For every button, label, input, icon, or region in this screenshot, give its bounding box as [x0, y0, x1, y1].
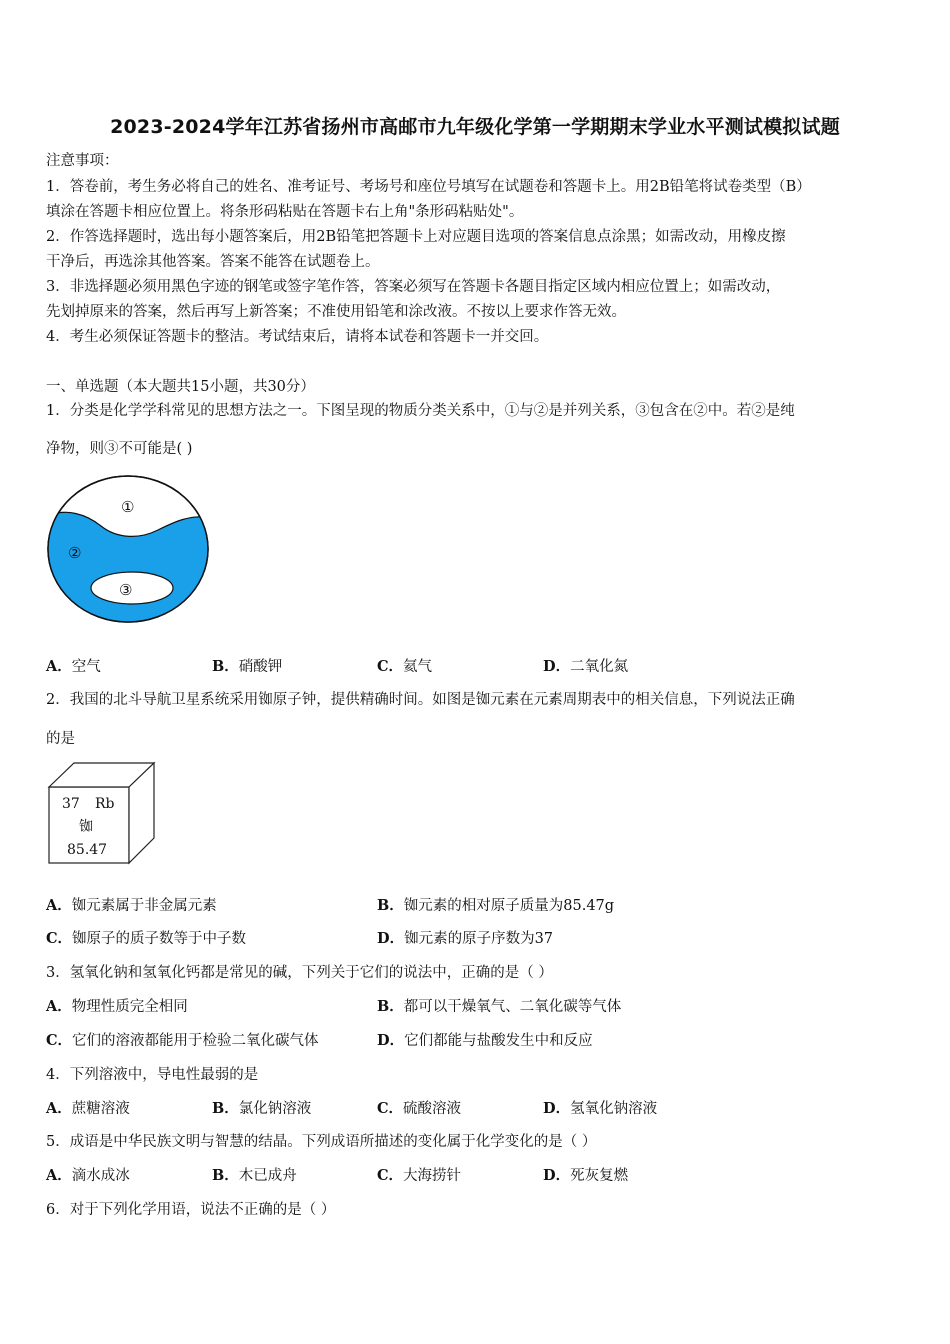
element-name: 铷 — [79, 819, 93, 835]
element-card-rubidium — [46, 760, 158, 866]
element-symbol: Rb — [95, 796, 115, 812]
q2-option-d[interactable]: D．铷元素的原子序数为37 — [377, 930, 554, 947]
q2-option-a[interactable]: A．铷元素属于非金属元素 — [46, 897, 217, 914]
q1-option-a[interactable]: A．空气 — [46, 658, 101, 675]
question-5-text: 5．成语是中华民族文明与智慧的结晶。下列成语所描述的变化属于化学变化的是（ ） — [46, 1134, 597, 1150]
notice-line: 4．考生必须保证答题卡的整洁。考试结束后，请将本试卷和答题卡一并交回。 — [46, 329, 549, 345]
q5-option-b[interactable]: B．木已成舟 — [212, 1167, 297, 1184]
q3-option-d[interactable]: D．它们都能与盐酸发生中和反应 — [377, 1032, 593, 1049]
q5-option-c[interactable]: C．大海捞针 — [377, 1167, 462, 1184]
q4-option-a[interactable]: A．蔗糖溶液 — [46, 1100, 130, 1117]
q5-option-a[interactable]: A．滴水成冰 — [46, 1167, 130, 1184]
question-1-text-cont: 净物，则③不可能是( ) — [46, 441, 193, 457]
label-3: ③ — [119, 581, 133, 599]
atomic-number: 37 — [62, 796, 80, 812]
q4-option-c[interactable]: C．硫酸溶液 — [377, 1100, 462, 1117]
q3-option-b[interactable]: B．都可以干燥氧气、二氧化碳等气体 — [377, 998, 622, 1015]
question-2-text-cont: 的是 — [46, 731, 75, 747]
q1-option-c[interactable]: C．氦气 — [377, 658, 433, 675]
q4-option-b[interactable]: B．氯化钠溶液 — [212, 1100, 312, 1117]
notice-line: 2．作答选择题时，选出每小题答案后，用2B铅笔把答题卡上对应题目选项的答案信息点涂黑；如需改动，用橡皮擦 — [46, 229, 786, 245]
question-1-text: 1．分类是化学学科常见的思想方法之一。下图呈现的物质分类关系中，①与②是并列关系，③包含在②中。若②是纯 — [46, 403, 795, 419]
question-2-text: 2．我国的北斗导航卫星系统采用铷原子钟，提供精确时间。如图是铷元素在元素周期表中的相关信息，下列说法正确 — [46, 692, 795, 708]
notice-line: 干净后，再选涂其他答案。答案不能答在试题卷上。 — [46, 254, 380, 270]
question-3-text: 3．氢氧化钠和氢氧化钙都是常见的碱，下列关于它们的说法中，正确的是（ ） — [46, 965, 553, 981]
atomic-mass: 85.47 — [67, 842, 108, 858]
q1-option-d[interactable]: D．二氧化氮 — [543, 658, 629, 675]
notice-heading: 注意事项： — [46, 153, 119, 169]
q2-option-b[interactable]: B．铷元素的相对原子质量为85.47g — [377, 897, 615, 914]
q4-option-d[interactable]: D．氢氧化钠溶液 — [543, 1100, 658, 1117]
q2-option-c[interactable]: C．铷原子的质子数等于中子数 — [46, 930, 247, 947]
question-4-text: 4．下列溶液中，导电性最弱的是 — [46, 1067, 259, 1083]
classification-diagram — [46, 474, 212, 626]
q1-option-b[interactable]: B．硝酸钾 — [212, 658, 283, 675]
notice-line: 先划掉原来的答案，然后再写上新答案；不准使用铅笔和涂改液。不按以上要求作答无效。 — [46, 304, 626, 320]
section-heading: 一、单选题（本大题共15小题，共30分） — [46, 379, 315, 395]
notice-line: 3．非选择题必须用黑色字迹的钢笔或签字笔作答，答案必须写在答题卡各题目指定区域内相应位置上；如需改动， — [46, 279, 781, 295]
label-1: ① — [121, 498, 135, 516]
q3-option-c[interactable]: C．它们的溶液都能用于检验二氧化碳气体 — [46, 1032, 319, 1049]
q3-option-a[interactable]: A．物理性质完全相同 — [46, 998, 188, 1015]
question-6-text: 6．对于下列化学用语，说法不正确的是（ ） — [46, 1202, 336, 1218]
notice-line: 1．答卷前，考生务必将自己的姓名、准考证号、考场号和座位号填写在试题卷和答题卡上。用2B铅笔将试卷类型（B） — [46, 179, 811, 195]
q5-option-d[interactable]: D．死灰复燃 — [543, 1167, 629, 1184]
page-title: 2023-2024学年江苏省扬州市高邮市九年级化学第一学期期末学业水平测试模拟试题 — [110, 116, 840, 138]
label-2: ② — [68, 544, 82, 562]
notice-line: 填涂在答题卡相应位置上。将条形码粘贴在答题卡右上角"条形码粘贴处"。 — [46, 204, 524, 220]
